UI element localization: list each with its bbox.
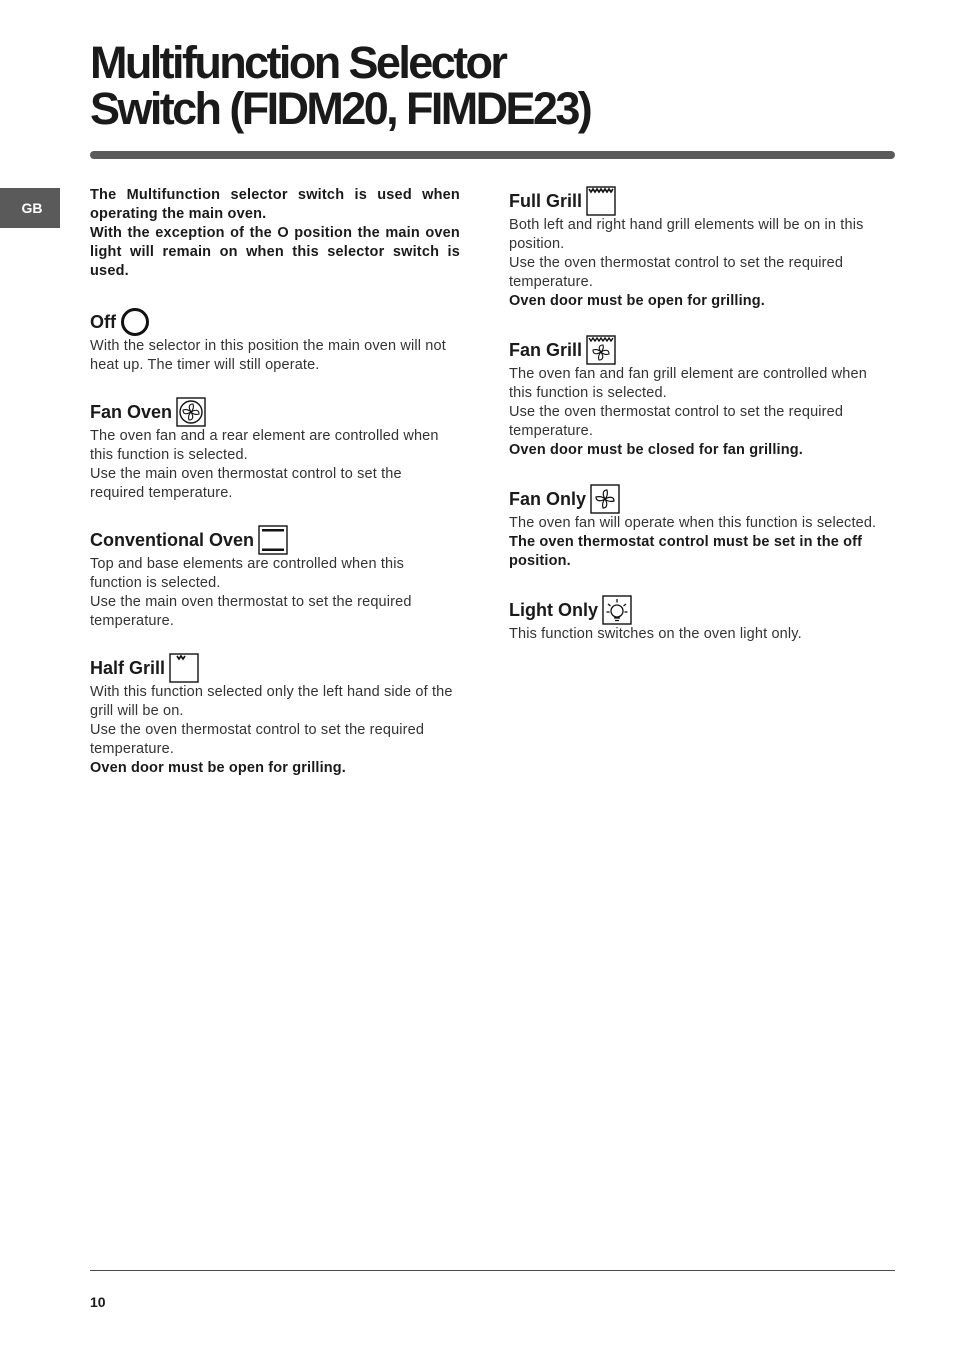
intro-line-2: With the exception of the O position the main oven light will remain on when this selector switch is used. (90, 225, 460, 279)
section-text: With the selector in this position the main oven will not heat up. The timer will still operate. (90, 338, 446, 373)
section-heading (509, 484, 884, 514)
section-heading (509, 335, 884, 365)
section-text: The oven fan and a rear element are controlled when this function is selected. (90, 428, 439, 463)
language-tab: GB (0, 188, 60, 228)
off-circle-icon (120, 307, 150, 337)
section-body (90, 683, 460, 778)
light-bulb-icon (602, 595, 632, 625)
section-text: Use the main oven thermostat to set the required temperature. (90, 594, 412, 629)
section-light-only (509, 595, 884, 644)
fan-grill-icon (586, 335, 616, 365)
section-heading-label: Off (90, 312, 116, 332)
section-warning: The oven thermostat control must be set in the off position. (509, 534, 863, 569)
section-heading-label: Fan Only (509, 489, 587, 509)
section-text: Use the oven thermostat control to set the required temperature. (90, 722, 425, 757)
section-text: Use the oven thermostat control to set the required temperature. (509, 255, 844, 290)
page-title (90, 37, 890, 134)
section-heading-label: Full Grill (509, 191, 583, 211)
section-heading-label: Light Only (509, 600, 598, 620)
section-warning: Oven door must be closed for fan grilling. (509, 442, 803, 458)
section-body (90, 337, 460, 375)
section-heading (90, 653, 460, 683)
section-body (509, 216, 884, 311)
section-text: The oven fan will operate when this function is selected. (509, 515, 877, 531)
section-conventional-oven (90, 525, 460, 631)
section-body (509, 514, 884, 571)
section-body (90, 427, 460, 503)
section-heading (90, 307, 460, 337)
section-warning: Oven door must be open for grilling. (90, 760, 346, 776)
section-warning: Oven door must be open for grilling. (509, 293, 765, 309)
section-text: Both left and right hand grill elements will be on in this position. (509, 217, 864, 252)
section-heading (90, 397, 460, 427)
section-full-grill (509, 186, 884, 311)
section-body (509, 365, 884, 460)
section-fan-grill (509, 335, 884, 460)
section-body (90, 555, 460, 631)
section-fan-oven (90, 397, 460, 503)
intro-line-1: The Multifunction selector switch is used when operating the main oven. (90, 187, 460, 222)
left-column (90, 186, 460, 800)
section-heading (509, 595, 884, 625)
page-number: 10 (90, 1294, 106, 1310)
section-heading-label: Fan Oven (90, 402, 173, 422)
section-heading-label: Conventional Oven (90, 530, 255, 550)
title-divider (90, 151, 895, 159)
section-heading-label: Half Grill (90, 658, 166, 678)
section-body (509, 625, 884, 644)
intro-text (90, 186, 460, 281)
section-text: This function switches on the oven light only. (509, 626, 802, 642)
conventional-oven-icon (258, 525, 288, 555)
section-off (90, 307, 460, 375)
section-text: Use the main oven thermostat control to set the required temperature. (90, 466, 402, 501)
section-text: Use the oven thermostat control to set the required temperature. (509, 404, 844, 439)
section-text: Top and base elements are controlled when this function is selected. (90, 556, 405, 591)
footer-divider (90, 1270, 895, 1271)
section-fan-only (509, 484, 884, 571)
page-title-line-2: Switch (FIDM20, FIMDE23) (90, 83, 591, 134)
section-heading-label: Fan Grill (509, 340, 583, 360)
section-half-grill (90, 653, 460, 778)
right-column (509, 186, 884, 668)
section-text: With this function selected only the left hand side of the grill will be on. (90, 684, 453, 719)
page-title-line-1: Multifunction Selector (90, 37, 506, 88)
fan-oven-icon (176, 397, 206, 427)
full-grill-icon (586, 186, 616, 216)
section-heading (509, 186, 884, 216)
half-grill-icon (169, 653, 199, 683)
fan-only-icon (590, 484, 620, 514)
section-text: The oven fan and fan grill element are controlled when this function is selected. (509, 366, 867, 401)
section-heading (90, 525, 460, 555)
